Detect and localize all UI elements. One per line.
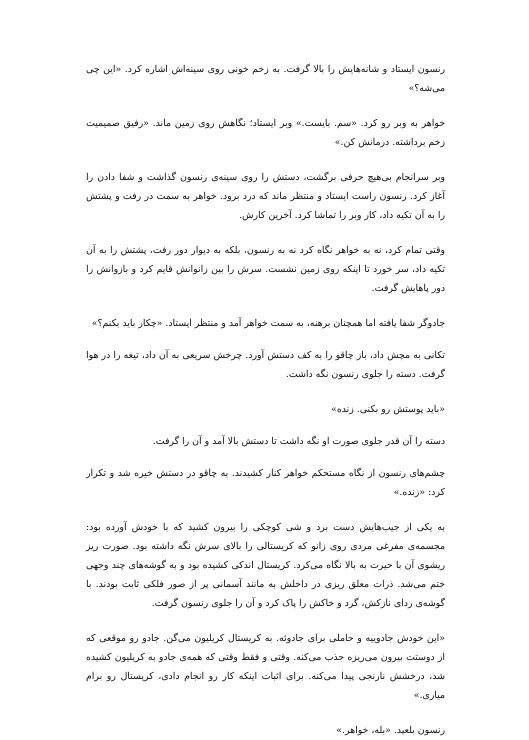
paragraph: رنسون ایستاد و شانه‌هایش را بالا گرفت. به زخم خونی روی سینه‌اش اشاره کرد. «این چی می‌شه؟» (86, 64, 445, 94)
paragraph: چشم‌های رنسون از نگاه مستحکم خواهر کنار کشیدند. به چاقو در دستش خیره شد و تکرار کرد: «زنده.» (86, 468, 445, 498)
paragraph: تکانی به مچش داد، باز چاقو را به کف دستش آورد. چرخش سریعی به آن داد، تیغه را در هوا گرفت. دسته را جلوی رنسون نگه داشت. (86, 350, 445, 380)
paragraph: جادوگر شفا یافته اما همچنان برهنه، به سمت خواهر آمد و منتظر ایستاد. «چکار باید بکنم؟» (91, 318, 445, 329)
paragraph: دسته را آن قدر جلوی صورت او نگه داشت تا دستش بالا آمد و آن را گرفت. (152, 436, 445, 447)
paragraph: خواهر به وبر رو کرد. «سم. بایست.» وبر ایستاد؛ نگاهش روی زمین ماند. «رفیق صمیمیت زخم برداشته. درمانش کن.» (86, 118, 445, 148)
paragraph: وبر سرانجام بی‌هیچ حرفی برگشت، دستش را روی سینه‌ی رنسون گذاشت و شفا دادن را آغاز کرد. رنسون راست ایستاد و منتظر ماند که درد برود. خواهر به سمت در رفت و پشتش را به آن تکیه داد، کار وبر را تماشا کرد. آخرین کارش. (86, 172, 445, 221)
paragraph: «این خودش جادوییه و حاملی برای جادوئه. به کریستال کریلیون می‌گن. جادو رو موقعی که از دوستت بیرون می‌ریزه جذب می‌کنه. وقتی و فقط وقتی که همه‌ی جادو به کریلیون کشیده شد، درخشش نارنجی پیدا می‌کنه. برای اثبات اینکه کار رو انجام دادی، کریستال رو برام میاری.» (86, 633, 445, 701)
paragraph: به یکی از جیب‌هایش دست برد و شی کوچکی را بیرون کشید که با خودش آورده بود: مجسمه‌ی مفرغی مردی روی زانو که کریستالی را بالای سرش نگه داشته بود. صورت ریز ریشوی آن با حیرت به بالا نگاه می‌کرد. کریستال اندکی کشیده بود و به گوشه‌های چند وجهی ختم می‌شد. ذرات معلق ریزی در داخلش به مانند آسمانی پر از صور فلکی ثابت بودند. با گوشه‌ی ردای نازکش، گرد و خاکش را پاک کرد و آن را جلوی رنسون گرفت. (86, 522, 445, 609)
paragraph: وقتی تمام کرد، نه به خواهر نگاه کرد نه به رنسون، بلکه به دیوار دور رفت، پشتش را به آن تکیه داد، سر خورد تا اینکه روی زمین نشست. سرش را بین زانوانش قایم کرد و بازوانش را دور پاهایش گرفت. (86, 245, 445, 294)
paragraph: رنسون بلعید. «بله، خواهر.» (336, 725, 445, 736)
paragraph: «باید پوستش رو بکنی. زنده» (331, 404, 445, 415)
